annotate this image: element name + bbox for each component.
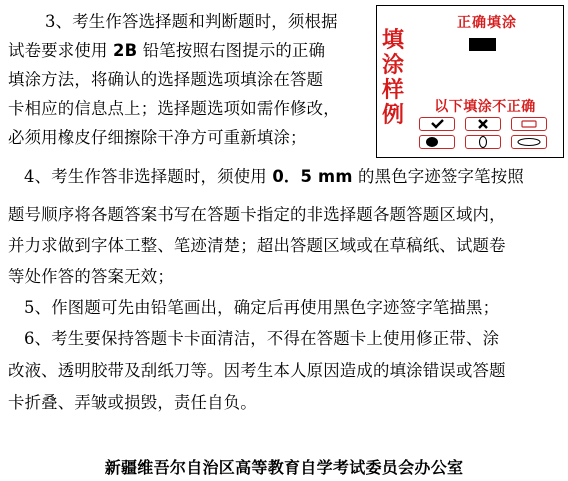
item3-line4: 卡相应的信息点上；选择题选项如需作修改， xyxy=(8,99,340,118)
correct-fill-title: 正确填涂 xyxy=(457,15,517,31)
item3-line3: 填涂方法，将确认的选择题选项填涂在答题 xyxy=(8,70,324,89)
item3-line1: 3、考生作答选择题和判断题时，须根据 xyxy=(45,12,338,31)
incorrect-fill-title: 以下填涂不正确 xyxy=(434,99,536,115)
pencil-grade: 2B xyxy=(112,41,138,60)
item3-line2: 试卷要求使用 2B 铅笔按照右图提示的正确 xyxy=(8,41,326,60)
issuing-office: 新疆维吾尔自治区高等教育自学考试委员会办公室 xyxy=(104,458,464,477)
cross-mark-icon xyxy=(465,117,501,131)
correct-filled-rectangle xyxy=(469,38,496,51)
item4-line2: 题号顺序将各题答案书写在答题卡指定的非选择题各题答题区域内， xyxy=(8,205,506,224)
item4-line4: 等处作答的答案无效； xyxy=(8,267,174,286)
check-mark-icon xyxy=(419,117,455,131)
item6-line2: 改液、透明胶带及刮纸刀等。因考生本人原因造成的填涂错误或答题 xyxy=(8,361,506,380)
item5-line1: 5、作图题可先由铅笔画出，确定后再使用黑色字迹签字笔描黑； xyxy=(24,298,500,317)
item6-line1: 6、考生要保持答题卡卡面清洁，不得在答题卡上使用修正带、涂 xyxy=(24,329,500,348)
fill-example-box xyxy=(376,5,564,158)
pen-width: 0．5 mm xyxy=(272,167,353,186)
filled-oval-mark-icon xyxy=(419,135,455,149)
fill-example-side-label: 填 涂 样 例 xyxy=(381,28,404,128)
item4-line3: 并力求做到字体工整、笔迹清楚；超出答题区域或在草稿纸、试题卷 xyxy=(8,236,506,255)
item3-line5: 必须用橡皮仔细擦除干净方可重新填涂； xyxy=(8,128,307,147)
vertical-oval-mark-icon xyxy=(465,135,501,149)
outline-mark-icon xyxy=(511,117,547,131)
item4-line1: 4、考生作答非选择题时，须使用 0．5 mm 的黑色字迹签字笔按照 xyxy=(24,167,524,186)
item6-line3: 卡折叠、弄皱或损毁，责任自负。 xyxy=(8,393,257,412)
horizontal-oval-mark-icon xyxy=(511,135,547,149)
